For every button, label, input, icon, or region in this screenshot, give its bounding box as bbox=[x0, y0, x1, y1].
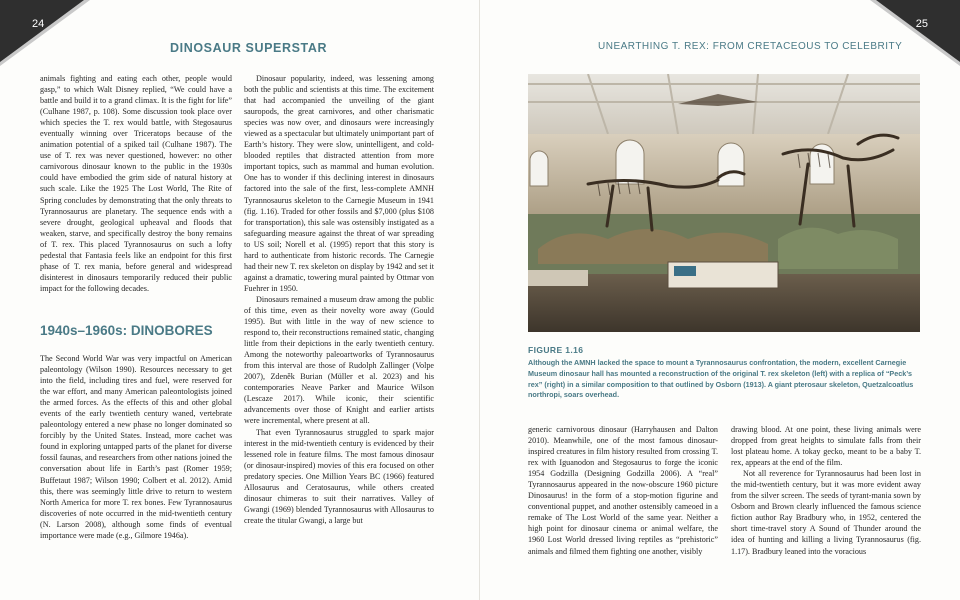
figure-caption: Although the AMNH lacked the space to mount a Tyrannosaurus confrontation, the modern, excellent Carnegie Museum dinosaur hall has mounted a reconstruction of the original T. rex skeleton (left) with a replica of “Peck’s rex” (right) in a similar composition to that outlined by Osborn (1913). A giant pterosaur skeleton, Quetzalcoatlus northropi, soars overhead. bbox=[528, 358, 914, 400]
paragraph: Dinosaurs remained a museum draw among the public of this time, even as their novelty wore away (Gould 1995). But with little in the way of new science to respond to, their reconstructions remained static, changing little from their depictions in the early twentieth century. Among the noteworthy paleoartworks of Tyrannosaurus from this interval are those of Rudolph Zallinger (Volpe 2007), Zdeněk Burian (Müller et al. 2023) and his contemporaries Neave Parker and Maurice Wilson (Lescaze 2017). While iconic, their scientific advancements over those of Knight and earlier artists were incremental, where present at all. bbox=[244, 294, 434, 426]
page-corner-tab bbox=[0, 0, 84, 62]
paragraph: The Second World War was very impactful on American paleontology (Wilson 1990). Resources necessary to get into the field, including tires and fuel, were reserved for the war effort, and many American paleontologists joined the armed forces. As the effects of this and other global events of the early twentieth century waned, vertebrate paleontology entered a new phase no longer dominated so forcibly by the United States. Instead, more cachet was found in exploring untapped parts of the planet for diverse fossil faunas, and researchers from other nations joined the conversation about life in Earth’s past (Romer 1959; Buffetaut 1987; Wilson 1990; Colbert et al. 2012). Amid this, there was seemingly little drive to return to western North America for more T. rex bones. Few Tyrannosaurus discoveries of note occurred in the mid-twentieth century (N. Larson 2008), although some finds of eventual importance were made (e.g., Gilmore 1946a). bbox=[40, 354, 232, 540]
paragraph: generic carnivorous dinosaur (Harryhausen and Dalton 2010). Meanwhile, one of the most famous dinosaur-inspired creatures in film history resulted from crossing T. rex with Iguanodon and Stegosaurus to forge the iconic 1954 Godzilla (Designing Godzilla 2006). A “real” Tyrannosaurus appeared in the now-obscure 1960 picture Dinosaurus! in the form of a stop-motion figurine and conventional puppet, and another ostensibly cameoed in a remake of The Lost World of the same year. Neither a high point for dinosaur cinema or animal welfare, the 1960 Lost World dressed living reptiles as “prehistoric” animals and filmed them fighting one another, visibly bbox=[528, 425, 718, 556]
text-column-1 bbox=[40, 73, 232, 294]
text-column-3 bbox=[528, 424, 718, 557]
paragraph: drawing blood. At one point, these living animals were dropped from great heights to simulate falls from their lost plateau home. A tokay gecko, meant to be a baby T. rex, appears at the end of the film. bbox=[731, 425, 921, 468]
running-head-right: UNEARTHING T. REX: FROM CRETACEOUS TO CELEBRITY bbox=[598, 41, 903, 52]
section-heading: 1940s–1960s: DINOBORES bbox=[40, 323, 213, 338]
page-corner-tab bbox=[876, 0, 960, 62]
text-column-1-lower bbox=[40, 353, 232, 541]
museum-hall-illustration bbox=[528, 74, 920, 332]
paragraph: animals fighting and eating each other, people would gasp,” to which Walt Disney replied, “We could have a battle and build it to a grand climax. It is the fight for life” (Culhane 1987, p. 108). Some discussion took place over which species the T. rex would battle, with Stegosaurus eventually winning over Triceratops because of the animation potential of a spiked tail (Culhane 1987). The use of T. rex was never questioned, however: no other carnivorous dinosaur known to the public in the 1930s could have embodied the grim side of natural history at such scale. Like the 1925 The Lost World, The Rite of Spring concludes by demonstrating that the only threats to Tyrannosaurus are planetary. The sequence ends with a severe drought, geological upheaval and floods that weaken, starve, and specifically destroy the bony remains of T. rex. This placed Tyrannosaurus on such a lofty pedestal that Fantasia feels like an endpoint for this first phase of T. rex mania, before general and widespread disinterest in dinosaurs temporarily reduced their public impact for the following decades. bbox=[40, 74, 232, 293]
figure-photo-museum-hall bbox=[528, 74, 920, 332]
text-column-4 bbox=[731, 424, 921, 557]
paragraph: Dinosaur popularity, indeed, was lessening among both the public and scientists at this time. The excitement that had accompanied the unveiling of the giant sauropods, the great carnivores, and other charismatic species was now over, and dinosaurs were increasingly viewed as a spectacular but ultimately unimportant part of Earth’s history. They were slow, unintelligent, and cold-blooded reptiles that distracted attention from more important topics, such as mammal and human evolution. One has to wonder if this declining interest in dinosaurs factored into the sale of the first, less-complete AMNH Tyrannosaurus skeleton to the Carnegie Museum in 1941 (fig. 1.16). Traded for other fossils and $7,000 (plus $108 for transportation), this sale was ostensibly instigated as a safeguarding measure against the threat of war spreading to US soil; Norell et al. (1995) report that this story is hard to authenticate from historic records. The Carnegie had their new T. rex skeleton on display by 1942 and set it against a dramatic, towering mural painted by Ottmar von Fuehrer in 1950. bbox=[244, 74, 434, 293]
page-number-right: 25 bbox=[915, 18, 928, 30]
paragraph: That even Tyrannosaurus struggled to spark major interest in the mid-twentieth century is evidenced by their lessened role in feature films. The most famous dinosaur (or dinosaur-inspired) movies of this era focused on other predatory species. One Million Years BC (1966) featured Allosaurus and Ceratosaurus, while others created dinosaur chimeras to suit their narratives. Valley of Gwangi (1969) blended Tyrannosaurus with Allosaurus to create the titular Gwangi, a large but bbox=[244, 427, 434, 525]
page-number-left: 24 bbox=[32, 18, 45, 30]
text-column-2 bbox=[244, 73, 434, 526]
figure-label: FIGURE 1.16 bbox=[528, 345, 584, 355]
running-head-left: DINOSAUR SUPERSTAR bbox=[170, 41, 328, 55]
paragraph: Not all reverence for Tyrannosaurus had been lost in the mid-twentieth century, but it was more evident away from the silver screen. The seeds of tyrant-mania sown by Osborn and Brown clearly influenced the famous science fiction author Ray Bradbury who, in 1952, centered the short time-travel story A Sound of Thunder around the idea of hunting and killing a living Tyrannosaurus (fig. 1.17). Bradbury leaned into the voracious bbox=[731, 469, 921, 556]
